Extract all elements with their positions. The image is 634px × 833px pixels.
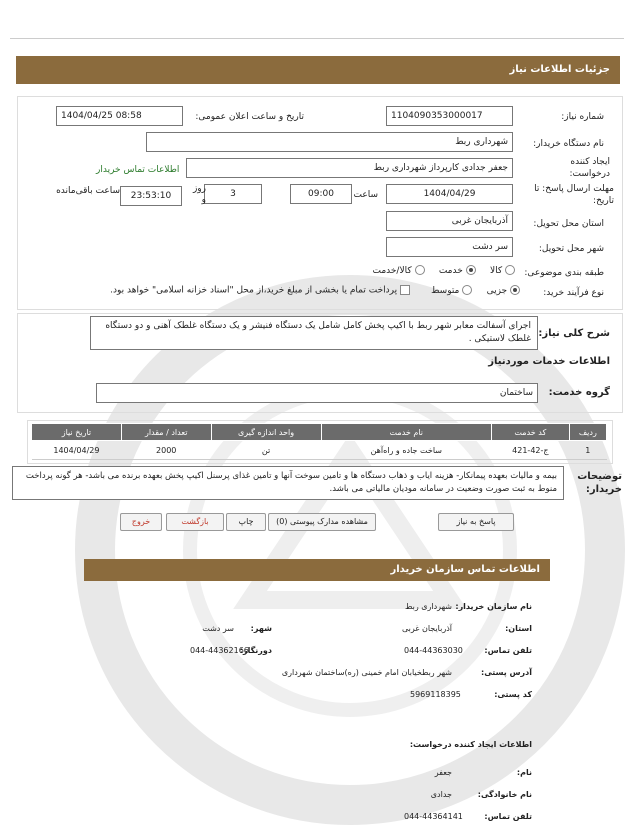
category-option-service[interactable]: خدمت — [439, 266, 476, 276]
category-radio-group — [330, 265, 515, 276]
contact-org-value: شهرداری ربط — [405, 602, 452, 611]
services-table-header — [32, 424, 607, 441]
days-field: 3 — [204, 184, 262, 204]
category-option-goods-service[interactable]: کالا/خدمت — [372, 266, 424, 276]
buyer-notes-text: بیمه و مالیات بعهده پیمانکار- هزینه ایاب و ذهاب دستگاه ها و تامین سوخت آنها و تامین غذای پرسنل اکیپ پخش بعهده برنده می باشد- هر گونه پرداخت منوط به ثبت صورت وضعیت در سامانه مودیان مالیاتی می باشد. — [25, 471, 557, 494]
category-label: طبقه بندی موضوعی: — [524, 268, 604, 278]
services-section-title: اطلاعات خدمات موردنیاز — [488, 356, 610, 367]
services-table — [31, 423, 607, 460]
remaining-time-field: 23:53:10 — [120, 186, 182, 206]
contact-phone-label: تلفن تماس: — [484, 646, 532, 655]
col-quantity: تعداد / مقدار — [121, 424, 211, 441]
remaining-label: ساعت باقی‌مانده — [56, 186, 120, 196]
contact-address-value: شهر ربطخیابان امام خمینی (ره)ساختمان شهرداری — [281, 668, 452, 677]
creator-label: ایجاد کننده درخواست: — [569, 157, 610, 179]
province-field: آذربایجان غربی — [386, 211, 513, 231]
service-group-field: ساختمان — [96, 383, 538, 403]
top-rule — [10, 38, 624, 39]
contact-province-value: آذربایجان غربی — [401, 624, 452, 633]
col-need-date: تاریخ نیاز — [32, 424, 122, 441]
contact-phone-value: 044-44363030 — [404, 646, 463, 655]
category-option-goods[interactable]: کالا — [490, 266, 515, 276]
reply-button[interactable]: پاسخ به نیاز — [438, 513, 514, 531]
print-button[interactable]: چاپ — [226, 513, 266, 531]
buyer-org-field: شهرداری ربط — [146, 132, 513, 152]
contact-fax-value: 044-44362166 — [190, 646, 249, 655]
cell-need-date: 1404/04/29 — [32, 441, 122, 460]
buyer-notes-label: توضیحات خریدار: — [577, 471, 622, 495]
service-group-label: گروه خدمت: — [548, 387, 610, 398]
description-text: اجرای آسفالت معابر شهر ربط با اکیپ پخش کامل شامل یک دستگاه فنیشر و یک دستگاه غلطک آهنی و دو دستگاه غلطک لاستیکی . — [105, 321, 531, 344]
contact-postal-label: کد پستی: — [494, 690, 532, 699]
description-label: شرح کلی نیاز: — [538, 328, 610, 339]
page-header — [16, 56, 620, 84]
creator-family-value: جدادی — [430, 790, 452, 799]
contact-fax-label: دورنگار: — [239, 646, 272, 655]
cell-unit: تن — [211, 441, 321, 460]
treasury-checkbox-row — [52, 285, 410, 296]
deadline-time-field: 09:00 — [290, 184, 352, 204]
cell-service-code: ج-42-421 — [492, 441, 570, 460]
col-service-name: نام خدمت — [321, 424, 491, 441]
cell-row: 1 — [569, 441, 606, 460]
creator-phone-label: تلفن تماس: — [484, 812, 532, 821]
contact-info-link[interactable]: اطلاعات تماس خریدار — [96, 165, 180, 175]
deadline-date-field: 1404/04/29 — [386, 184, 513, 204]
col-service-code: کد خدمت — [492, 424, 570, 441]
exit-button[interactable]: خروج — [120, 513, 162, 531]
announce-field: 1404/04/25 08:58 — [56, 106, 183, 126]
buyer-notes-field — [12, 466, 564, 500]
contact-address-label: آدرس پستی: — [481, 668, 532, 677]
need-number-label: شماره نیاز: — [561, 112, 604, 122]
buyer-org-label: نام دستگاه خریدار: — [533, 139, 604, 149]
province-label: استان محل تحویل: — [533, 219, 604, 229]
treasury-note: پرداخت تمام یا بخشی از مبلغ خرید،از محل "اسناد خزانه اسلامی" خواهد بود. — [110, 285, 398, 296]
description-field — [90, 316, 538, 350]
contact-city-value: سر دشت — [202, 624, 234, 633]
radio-icon[interactable] — [415, 265, 425, 275]
creator-info-title: اطلاعات ایجاد کننده درخواست: — [409, 740, 532, 749]
back-button[interactable]: بازگشت — [166, 513, 224, 531]
radio-selected-icon[interactable] — [510, 285, 520, 295]
creator-phone-value: 044-44364141 — [404, 812, 463, 821]
table-row — [32, 441, 607, 460]
city-field: سر دشت — [386, 237, 513, 257]
cell-service-name: ساخت جاده و راه‌آهن — [321, 441, 491, 460]
creator-name-label: نام: — [516, 768, 532, 777]
announce-label: تاریخ و ساعت اعلان عمومی: — [195, 112, 304, 122]
need-number-field: 1104090353000017 — [386, 106, 513, 126]
contact-org-label: نام سازمان خریدار: — [455, 602, 532, 611]
page-title: جزئیات اطلاعات نیاز — [509, 64, 610, 75]
process-radio-group — [420, 285, 520, 296]
process-label: نوع فرآیند خرید: — [543, 288, 604, 298]
contact-header — [84, 559, 550, 581]
days-label: روز و — [192, 184, 206, 205]
cell-quantity: 2000 — [121, 441, 211, 460]
attachments-button[interactable]: مشاهده مدارک پیوستی (0) — [268, 513, 376, 531]
radio-selected-icon[interactable] — [466, 265, 476, 275]
radio-icon[interactable] — [462, 285, 472, 295]
col-unit: واحد اندازه گیری — [211, 424, 321, 441]
process-option-minor[interactable]: جزیی — [487, 286, 520, 296]
process-option-medium[interactable]: متوسط — [431, 286, 472, 296]
time-label: ساعت — [353, 190, 378, 200]
deadline-label: مهلت ارسال پاسخ: تا تاریخ: — [534, 184, 614, 206]
contact-postal-value: 5969118395 — [410, 690, 461, 699]
city-label: شهر محل تحویل: — [538, 244, 604, 254]
creator-name-value: جعفر — [434, 768, 452, 777]
contact-province-label: استان: — [505, 624, 532, 633]
contact-title: اطلاعات تماس سازمان خریدار — [390, 564, 540, 575]
radio-icon[interactable] — [505, 265, 515, 275]
creator-family-label: نام خانوادگی: — [477, 790, 532, 799]
contact-city-label: شهر: — [250, 624, 272, 633]
creator-field: جعفر جدادی کارپرداز شهرداری ربط — [186, 158, 513, 178]
treasury-checkbox[interactable] — [400, 285, 410, 295]
col-row: ردیف — [569, 424, 606, 441]
